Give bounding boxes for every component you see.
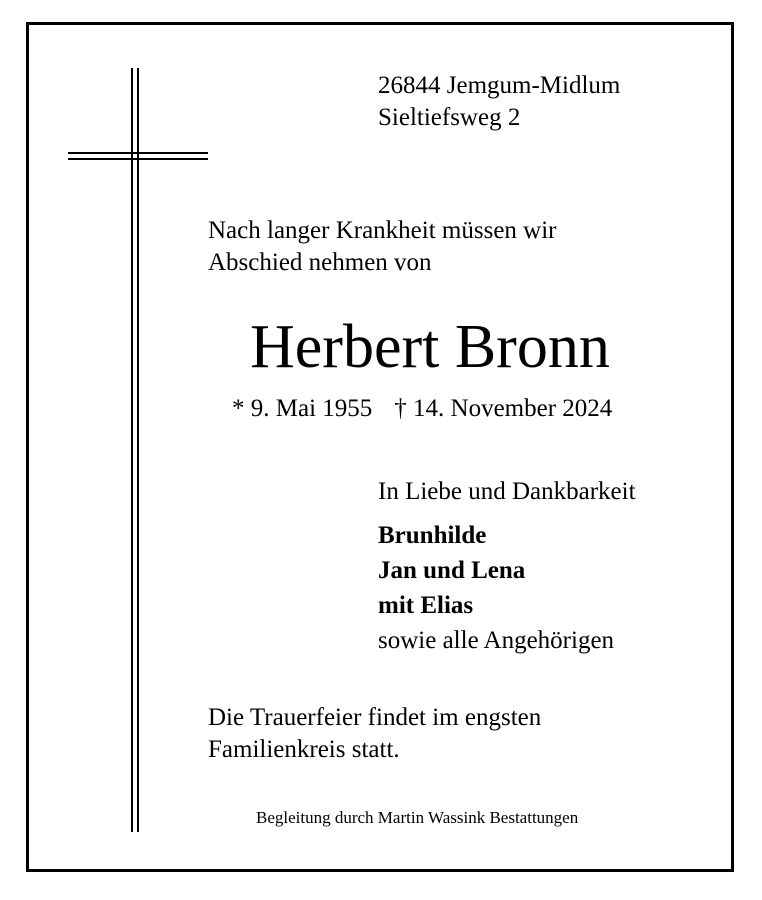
undertaker-credit: Begleitung durch Martin Wassink Bestattungen xyxy=(256,808,579,827)
funeral-line-2: Familienkreis statt. xyxy=(208,736,400,763)
mourner-name: Brunhilde xyxy=(378,522,487,549)
intro-text xyxy=(208,217,557,281)
funeral-info xyxy=(208,704,541,768)
address-block xyxy=(378,72,620,136)
deceased-name: Herbert Bronn xyxy=(250,313,610,381)
birth-date: * 9. Mai 1955 xyxy=(232,395,373,422)
mourners-others: sowie alle Angehörigen xyxy=(378,627,615,654)
mourners-heading: In Liebe und Dankbarkeit xyxy=(378,478,636,505)
address-street: Sieltiefsweg 2 xyxy=(378,104,521,131)
intro-line-2: Abschied nehmen von xyxy=(208,249,432,276)
life-dates xyxy=(232,395,612,424)
mourners-list xyxy=(378,522,614,662)
funeral-line-1: Die Trauerfeier findet im engsten xyxy=(208,704,542,731)
death-date: † 14. November 2024 xyxy=(394,395,613,422)
mourner-name: mit Elias xyxy=(378,592,474,619)
mourner-name: Jan und Lena xyxy=(378,557,526,584)
intro-line-1: Nach langer Krankheit müssen wir xyxy=(208,217,557,244)
address-city: 26844 Jemgum-Midlum xyxy=(378,72,621,99)
